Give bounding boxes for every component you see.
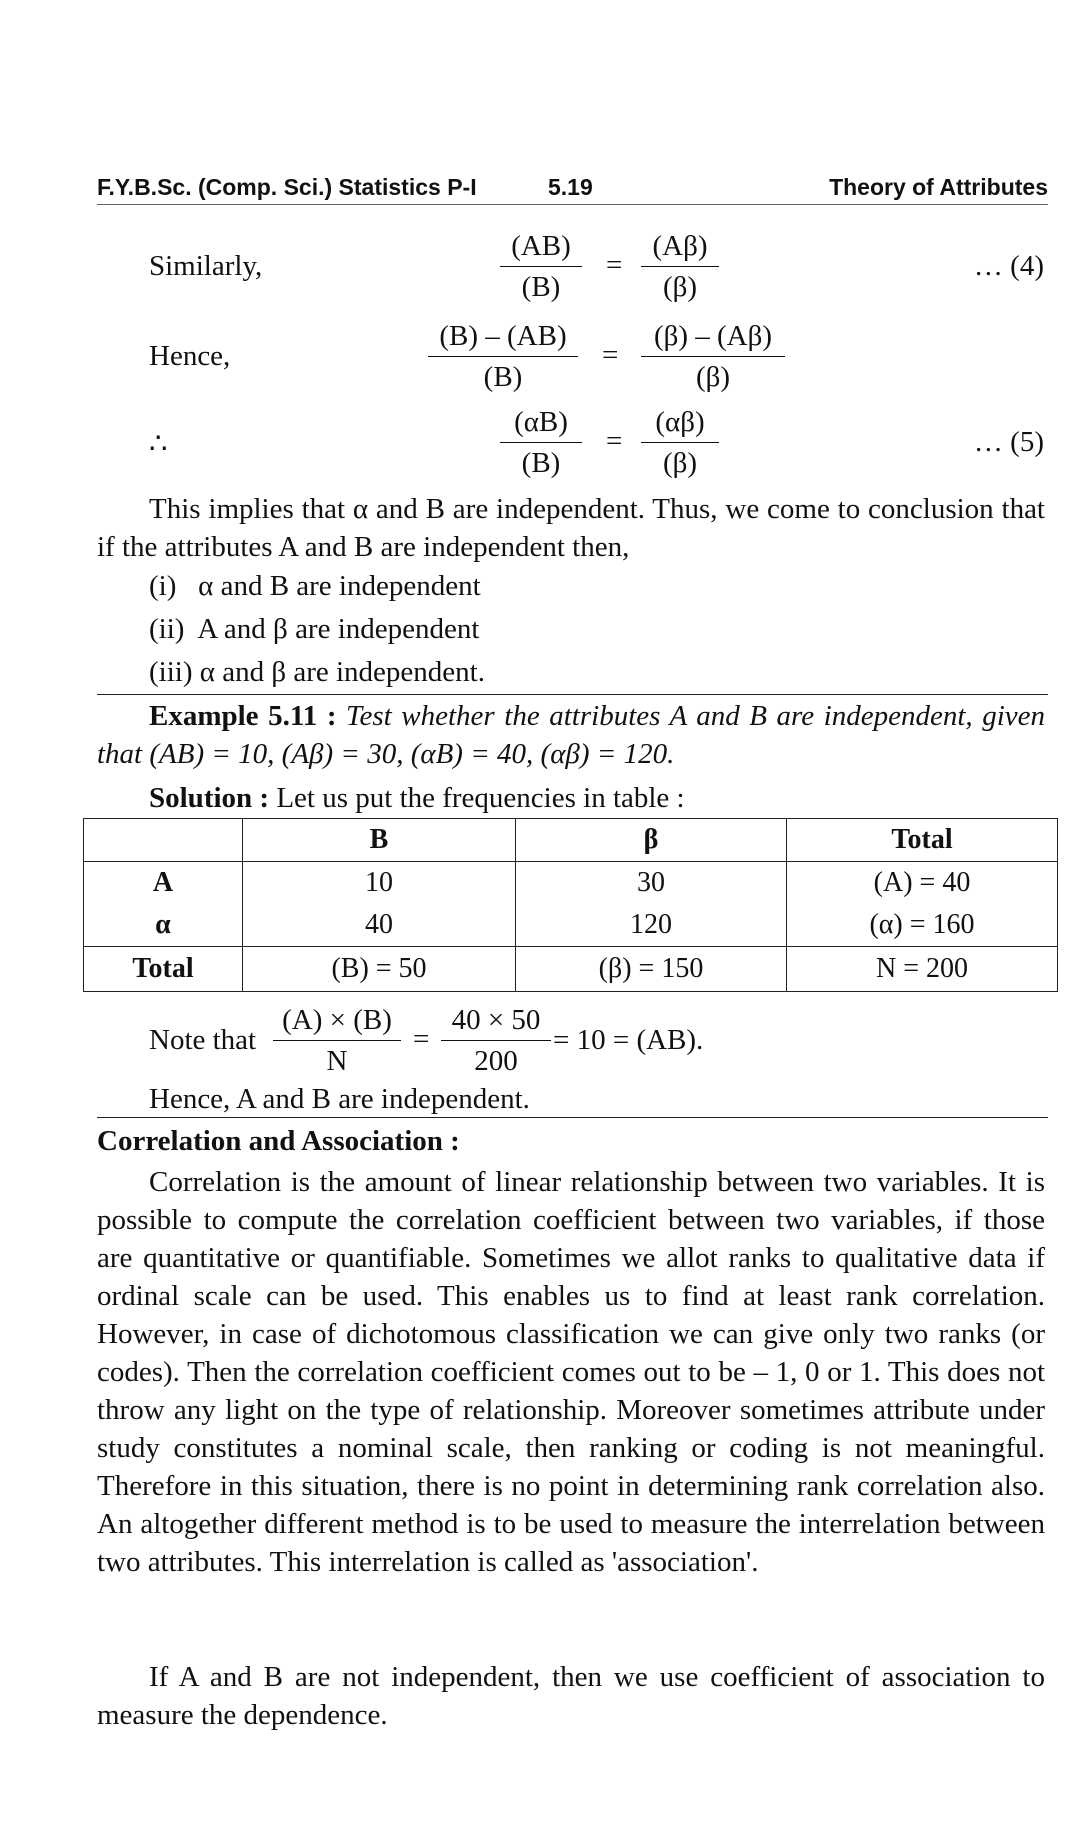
lhs-fraction — [500, 404, 582, 481]
numerator: (αβ) — [641, 404, 719, 443]
divider — [97, 1117, 1048, 1118]
numerator: (A) × (B) — [273, 1002, 401, 1041]
denominator: (β) — [662, 271, 698, 303]
note-result: = 10 = (AB). — [553, 1024, 704, 1056]
solution-text: Let us put the frequencies in table : — [276, 782, 685, 814]
equation-hence — [0, 318, 1080, 402]
page-header — [97, 170, 1048, 205]
numerator: (Aβ) — [641, 228, 719, 267]
divider — [97, 694, 1048, 695]
table-cell: 30 — [516, 862, 787, 905]
list-number: (ii) — [149, 613, 185, 645]
equals-sign: = — [413, 1023, 430, 1055]
numerator: (AB) — [500, 228, 582, 267]
note-fraction-1 — [273, 1002, 401, 1079]
table-header-cell — [84, 819, 243, 862]
denominator: 200 — [474, 1045, 518, 1077]
lhs-fraction — [428, 318, 578, 395]
equals-sign: = — [606, 249, 623, 281]
denominator: (B) — [483, 361, 523, 393]
section-paragraph: If A and B are not independent, then we use coefficient of association to measure the dependence. — [97, 1661, 1045, 1731]
note-fraction-2 — [441, 1002, 551, 1079]
row-label: α — [84, 904, 243, 947]
numerator: (β) – (Aβ) — [641, 318, 785, 357]
list-item — [149, 570, 481, 603]
table-cell: 120 — [516, 904, 787, 947]
header-page-number: 5.19 — [548, 174, 593, 200]
numerator: (αB) — [500, 404, 582, 443]
equation-number: … (4) — [973, 250, 1044, 282]
table-header-row — [84, 819, 1058, 862]
row-label: Total — [84, 947, 243, 992]
lhs-fraction — [500, 228, 582, 305]
solution-label: Solution : — [149, 782, 270, 814]
table-cell: 10 — [243, 862, 516, 905]
numerator: 40 × 50 — [441, 1002, 551, 1041]
rhs-fraction — [641, 318, 785, 395]
equation-4 — [0, 228, 1080, 312]
table-header-cell: B — [243, 819, 516, 862]
rhs-fraction — [641, 228, 719, 305]
list-number: (iii) — [149, 656, 193, 688]
section-paragraph: Correlation is the amount of linear relationship between two variables. It is possible to compute the correlation coefficient between two variables, if those are quantitative or quantifiable. Sometimes we allot ranks to qualitative data if ordinal scale can be used. This enables us to find at least rank correlation. However, in case of dichotomous classification we can give only two ranks (or codes). Then the correlation coefficient comes out to be – 1, 0 or 1. This does not throw any light on the type of relationship. Moreover sometimes attribute under study constitutes a nominal scale, then ranking or coding is not meaningful. Therefore in this situation, there is no point in determining rank correlation also. An altogether different method is to be used to measure the interrelation between two attributes. This interrelation is called as 'association'. — [97, 1166, 1045, 1578]
row-label: A — [84, 862, 243, 905]
equation-number: … (5) — [973, 426, 1044, 458]
denominator: (B) — [521, 447, 561, 479]
list-text: A and β are independent — [197, 613, 480, 645]
numerator: (B) – (AB) — [428, 318, 578, 357]
table-cell: (B) = 50 — [243, 947, 516, 992]
equation-5 — [0, 404, 1080, 488]
denominator: (B) — [521, 271, 561, 303]
note-equation — [149, 1002, 849, 1082]
table-total-row — [84, 947, 1058, 992]
denominator: (β) — [695, 361, 731, 393]
example-text: Test whether the attributes A and B are independent, given that (AB) = 10, (Aβ) = 30, (αB) = 40, (αβ) = 120. — [97, 700, 1046, 770]
frequency-table — [83, 818, 1058, 992]
header-chapter: Theory of Attributes — [829, 174, 1048, 200]
table-cell: N = 200 — [787, 947, 1058, 992]
denominator: (β) — [662, 447, 698, 479]
list-text: α and β are independent. — [199, 656, 485, 688]
table-row — [84, 862, 1058, 905]
equals-sign: = — [606, 425, 623, 457]
hence-line: Hence, A and B are independent. — [149, 1083, 530, 1115]
header-course: F.Y.B.Sc. (Comp. Sci.) Statistics P-I — [97, 174, 477, 200]
table-cell: (A) = 40 — [787, 862, 1058, 905]
example-label: Example 5.11 : — [149, 700, 337, 732]
list-item — [149, 656, 485, 689]
equation-label: Hence, — [149, 340, 231, 372]
solution-line — [97, 779, 1045, 817]
table-header-cell: β — [516, 819, 787, 862]
implication-paragraph: This implies that α and B are independent. Thus, we come to conclusion that if the attributes A and B are independent then, — [97, 493, 1045, 563]
table-header-cell: Total — [787, 819, 1058, 862]
table-row — [84, 904, 1058, 947]
table-cell: (β) = 150 — [516, 947, 787, 992]
equation-label: Similarly, — [149, 250, 263, 282]
note-prefix: Note that — [149, 1024, 257, 1056]
section-title: Correlation and Association : — [97, 1125, 460, 1157]
denominator: N — [326, 1045, 348, 1077]
equals-sign: = — [602, 339, 619, 371]
example-paragraph — [97, 697, 1045, 773]
table-cell: 40 — [243, 904, 516, 947]
table-cell: (α) = 160 — [787, 904, 1058, 947]
list-number: (i) — [149, 570, 177, 602]
list-item — [149, 613, 479, 646]
rhs-fraction — [641, 404, 719, 481]
therefore-symbol: ∴ — [149, 428, 168, 460]
list-text: α and B are independent — [198, 570, 481, 602]
